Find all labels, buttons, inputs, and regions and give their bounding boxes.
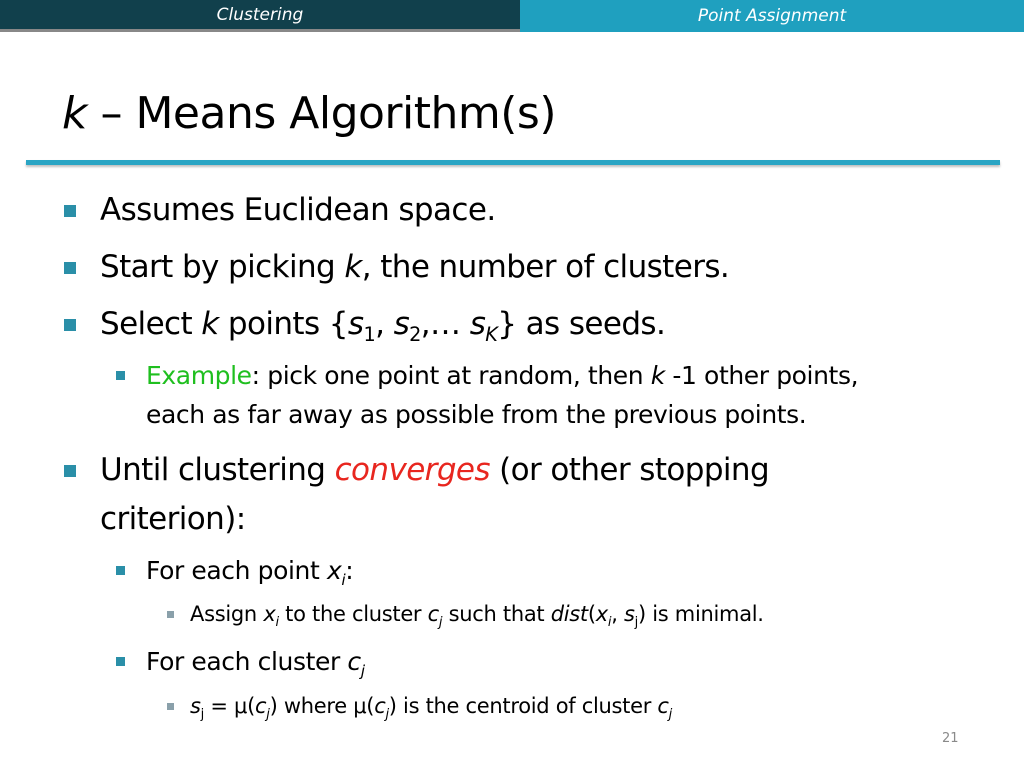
math-s: s [347,306,364,342]
bullet-marker [64,465,76,477]
math-c: c [255,694,267,718]
math-subscript: i [341,571,346,589]
bullet-text: For each point [146,556,327,585]
bullet-text: ( [587,602,596,626]
bullet-marker [116,566,125,575]
bullet-text: , [375,306,394,342]
bullet-text: Until clustering [100,452,335,488]
math-s: s [469,306,486,342]
bullet-marker [116,657,125,666]
math-subscript: i [607,615,612,631]
bullet-pick-k [100,249,729,285]
bullet-text: to the cluster [278,602,428,626]
bullet-text: = μ( [203,694,255,718]
bullet-text: , [611,602,624,626]
math-subscript: 2 [409,323,421,347]
bullet-marker [64,205,76,217]
bullet-text: } as seeds. [497,306,666,342]
math-subscript: j [668,707,672,723]
math-x: x [326,556,342,585]
math-s: s [190,694,201,718]
bullet-text: ) is minimal. [637,602,764,626]
bullet-text: (or other stopping [489,452,770,488]
bullet-marker [167,611,174,618]
bullet-for-each-cluster [146,647,365,680]
bullet-marker [167,703,174,710]
bullet-text: ) where μ( [269,694,375,718]
bullet-example [146,361,858,390]
bullet-text: : [345,556,354,585]
converges-emphasis: converges [334,452,490,488]
math-subscript: j [634,615,638,631]
math-k: k [344,249,362,285]
bullet-text: Assign [190,602,264,626]
bullet-text: points { [218,306,348,342]
section-tab-label: Point Assignment [697,6,847,26]
math-k: k [650,361,665,390]
example-label: Example [146,361,252,390]
math-s: s [393,306,410,342]
section-tab-clustering [0,0,520,32]
bullet-text: ,… [420,306,470,342]
bullet-text: : pick one point at random, then [251,361,651,390]
title-underline [26,160,1000,165]
math-c: c [427,602,439,626]
math-c: c [374,694,386,718]
bullet-text: Assumes Euclidean space. [100,192,496,228]
bullet-marker [116,371,125,380]
math-subscript: j [266,707,270,723]
slide-header-bar [0,0,1024,32]
bullet-text: , the number of clusters. [361,249,730,285]
bullet-text: criterion): [100,501,246,537]
section-tab-point-assignment [520,0,1024,32]
math-subscript: i [275,615,279,631]
math-subscript: j [385,707,389,723]
bullet-text: each as far away as possible from the previous points. [146,400,807,429]
math-s: s [624,602,635,626]
title-text: – Means Algorithm(s) [86,88,556,139]
bullet-text: Select [100,306,202,342]
math-subscript: j [438,615,443,631]
bullet-text: ) is the centroid of cluster [388,694,658,718]
bullet-text: For each cluster [146,647,348,676]
title-k: k [62,88,87,139]
math-subscript: j [360,662,365,680]
math-subscript: K [485,323,498,347]
math-c: c [347,647,361,676]
math-c: c [657,694,669,718]
bullet-text: -1 other points, [664,361,859,390]
math-dist: dist [550,602,588,626]
bullet-select-seeds [100,306,665,346]
section-tab-label: Clustering [216,4,304,25]
slide-title [62,88,556,139]
bullet-text: Start by picking [100,249,345,285]
math-x: x [595,602,608,626]
bullet-marker [64,262,76,274]
bullet-assign [190,602,764,630]
bullet-until-converges-line2 [100,501,246,537]
math-subscript: 1 [363,323,376,347]
math-subscript: j [200,707,204,723]
bullet-until-converges [100,452,769,488]
bullet-euclidean [100,192,496,228]
math-k: k [201,306,219,342]
bullet-for-each-point [146,556,353,589]
bullet-marker [64,319,76,331]
bullet-text: such that [442,602,551,626]
bullet-example-line2 [146,400,806,429]
page-number: 21 [942,731,959,746]
math-x: x [263,602,276,626]
bullet-centroid [190,694,672,722]
